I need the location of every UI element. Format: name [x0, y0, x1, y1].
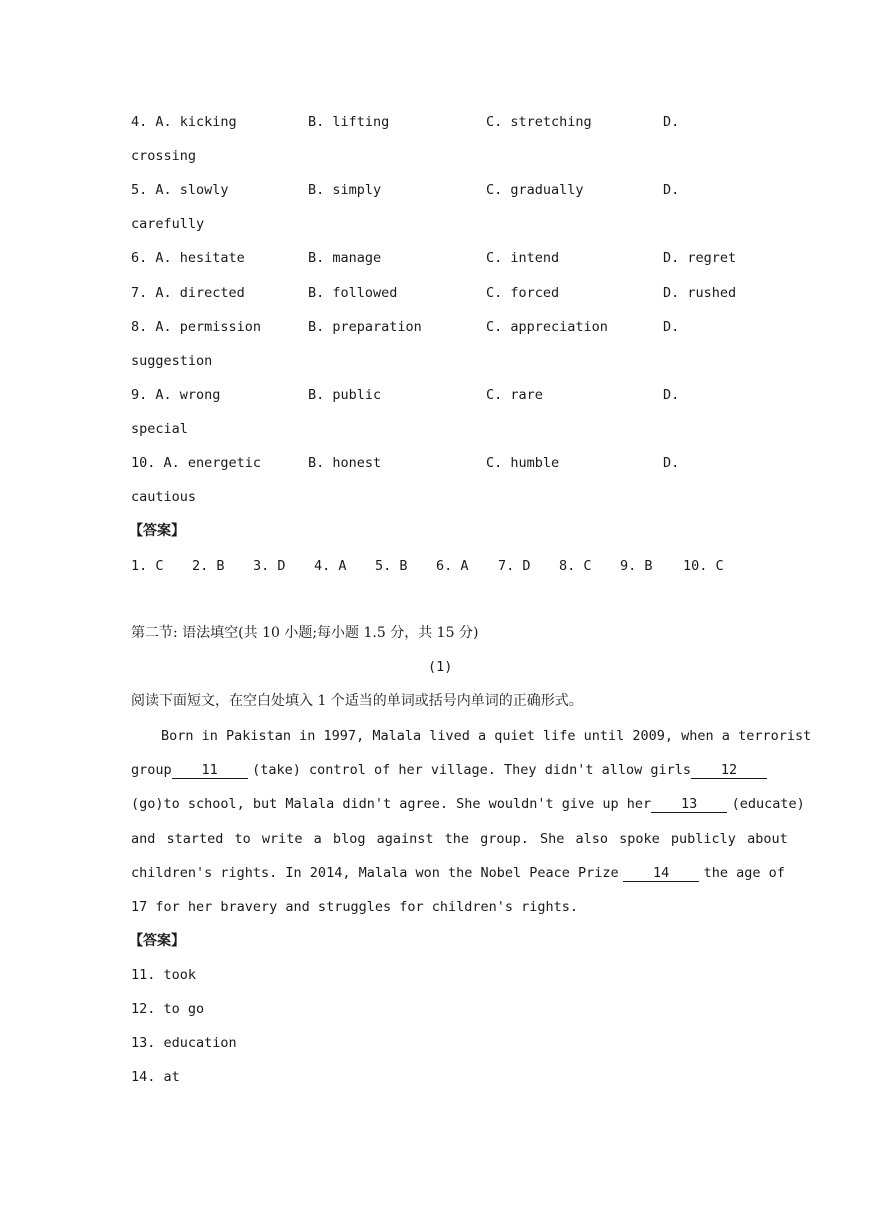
answer-item: 8. C — [559, 558, 592, 574]
blank-13: 13 — [651, 796, 727, 813]
option-6d: D. regret — [663, 250, 737, 266]
option-9c: C. rare — [486, 387, 543, 403]
blank-11: 11 — [172, 762, 248, 779]
blank-14: 14 — [623, 865, 699, 882]
option-10b: B. honest — [308, 455, 382, 471]
answer-item: 4. A — [314, 558, 347, 574]
option-8b: B. preparation — [308, 319, 422, 335]
answer-item: 11. took — [131, 967, 197, 983]
passage-line: 17 for her bravery and struggles for children's rights. — [131, 899, 579, 915]
option-10a: 10. A. energetic — [131, 455, 262, 471]
answer-item: 1. C — [131, 558, 164, 574]
section-title: 第二节: 语法填空(共 10 小题;每小题 1.5 分，共 15 分) — [131, 625, 479, 641]
answer-item: 5. B — [375, 558, 408, 574]
passage-line: group 11 (take) control of her village. They didn't allow girls 12 — [131, 761, 737, 779]
option-4c: C. stretching — [486, 114, 592, 130]
passage-line: and started to write a blog against the group. She also spoke publicly about — [131, 831, 788, 847]
option-8c: C. appreciation — [486, 319, 608, 335]
answer-item: 14. at — [131, 1069, 180, 1085]
option-4a: 4. A. kicking — [131, 114, 237, 130]
option-6a: 6. A. hesitate — [131, 250, 245, 266]
answer-heading: 【答案】 — [129, 933, 185, 949]
option-6b: B. manage — [308, 250, 382, 266]
option-6c: C. intend — [486, 250, 560, 266]
option-10d-wrap: cautious — [131, 489, 197, 505]
option-5a: 5. A. slowly — [131, 182, 229, 198]
option-9b: B. public — [308, 387, 382, 403]
passage-line: children's rights. In 2014, Malala won the Nobel Peace Prize 14 the age of — [131, 865, 785, 881]
answer-item: 10. C — [683, 558, 724, 574]
option-7d: D. rushed — [663, 285, 737, 301]
option-8d-wrap: suggestion — [131, 353, 213, 369]
answer-item: 12. to go — [131, 1001, 205, 1017]
answer-item: 7. D — [498, 558, 531, 574]
answer-item: 6. A — [436, 558, 469, 574]
answer-item: 13. education — [131, 1035, 237, 1051]
answer-item: 3. D — [253, 558, 286, 574]
option-8a: 8. A. permission — [131, 319, 262, 335]
answer-item: 2. B — [192, 558, 225, 574]
option-5d: D. — [663, 182, 680, 198]
option-9a: 9. A. wrong — [131, 387, 221, 403]
option-4d: D. — [663, 114, 680, 130]
option-7c: C. forced — [486, 285, 560, 301]
option-5d-wrap: carefully — [131, 216, 205, 232]
option-7a: 7. A. directed — [131, 285, 245, 301]
option-9d-wrap: special — [131, 421, 188, 437]
option-10c: C. humble — [486, 455, 560, 471]
option-10d: D. — [663, 455, 680, 471]
option-8d: D. — [663, 319, 680, 335]
blank-12: 12 — [691, 762, 767, 779]
option-9d: D. — [663, 387, 680, 403]
instruction-text: 阅读下面短文，在空白处填入 1 个适当的单词或括号内单词的正确形式。 — [131, 693, 583, 709]
passage-line: Born in Pakistan in 1997, Malala lived a quiet life until 2009, when a terrorist — [161, 728, 812, 744]
passage-number: (1) — [428, 659, 453, 675]
option-4b: B. lifting — [308, 114, 390, 130]
option-5c: C. gradually — [486, 182, 584, 198]
answer-heading: 【答案】 — [129, 523, 185, 539]
passage-line: (go)to school, but Malala didn't agree. She wouldn't give up her 13 (educate) — [131, 796, 805, 812]
option-7b: B. followed — [308, 285, 398, 301]
answer-item: 9. B — [620, 558, 653, 574]
option-5b: B. simply — [308, 182, 382, 198]
option-4d-wrap: crossing — [131, 148, 197, 164]
